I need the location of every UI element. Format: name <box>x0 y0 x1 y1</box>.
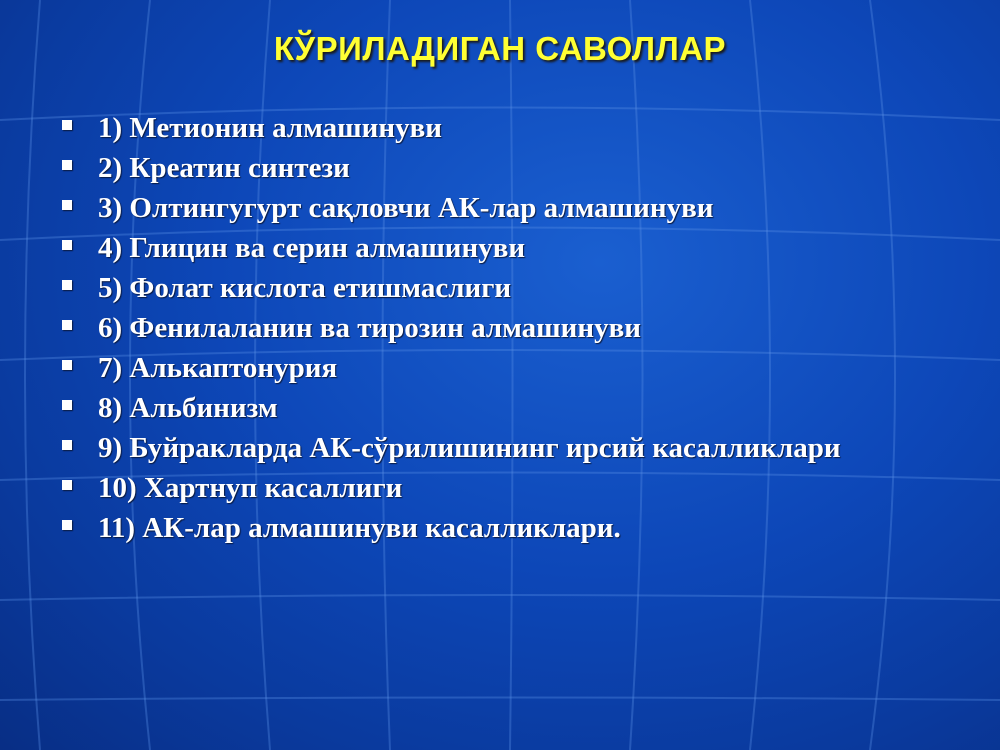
list-item-text: 10) Хартнуп касаллиги <box>98 472 403 504</box>
list-item-text: 4) Глицин ва серин алмашинуви <box>98 232 526 264</box>
list-item-text: 11) АК-лар алмашинуви касалликлари. <box>98 512 621 544</box>
square-bullet-icon <box>62 320 72 330</box>
square-bullet-icon <box>62 160 72 170</box>
square-bullet-icon <box>62 440 72 450</box>
square-bullet-icon <box>62 520 72 530</box>
list-item <box>62 232 942 264</box>
list-item <box>62 112 942 144</box>
list-item <box>62 392 942 424</box>
topic-list <box>62 112 942 552</box>
list-item <box>62 192 942 224</box>
square-bullet-icon <box>62 280 72 290</box>
list-item-text: 6) Фенилаланин ва тирозин алмашинуви <box>98 312 641 344</box>
square-bullet-icon <box>62 200 72 210</box>
list-item-text: 1) Метионин алмашинуви <box>98 112 442 144</box>
list-item <box>62 512 942 544</box>
list-item-text: 3) Олтингугурт сақловчи АК-лар алмашинуви <box>98 192 714 224</box>
list-item <box>62 472 942 504</box>
list-item <box>62 312 942 344</box>
list-item <box>62 432 942 464</box>
list-item-text: 8) Альбинизм <box>98 392 278 424</box>
list-item <box>62 152 942 184</box>
list-item <box>62 272 942 304</box>
list-item-text: 9) Буйракларда АК-сўрилишининг ирсий касалликлари <box>98 432 841 464</box>
list-item <box>62 352 942 384</box>
list-item-text: 7) Алькаптонурия <box>98 352 338 384</box>
square-bullet-icon <box>62 480 72 490</box>
square-bullet-icon <box>62 240 72 250</box>
slide-title: КЎРИЛАДИГАН САВОЛЛАР <box>273 30 727 67</box>
square-bullet-icon <box>62 400 72 410</box>
square-bullet-icon <box>62 360 72 370</box>
list-item-text: 5) Фолат кислота етишмаслиги <box>98 272 512 304</box>
list-item-text: 2) Креатин синтези <box>98 152 350 184</box>
square-bullet-icon <box>62 120 72 130</box>
